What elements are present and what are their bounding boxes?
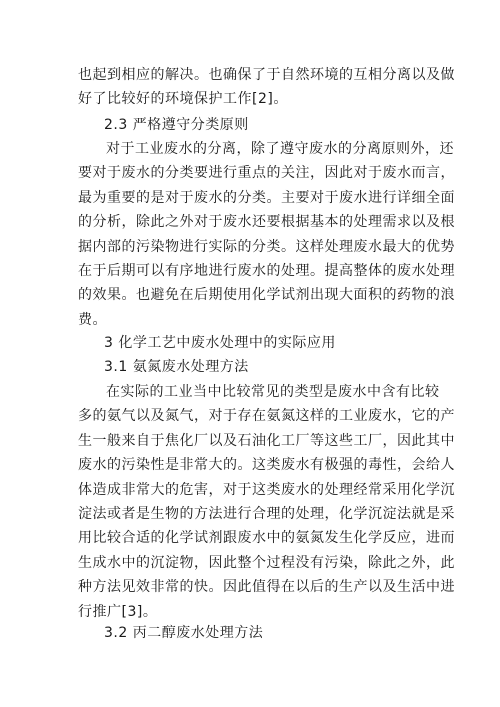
text-line: 在实际的工业当中比较常见的类型是废水中含有比较 — [106, 384, 440, 400]
text-line: 的分析，除此之外对于废水还要根据基本的处理需求以及根 — [78, 214, 455, 231]
text-line: 用比较合适的化学试剂跟废水中的氨氮发生化学反应，进而 — [78, 530, 455, 547]
section-heading-2-3: 2.3 严格遵守分类原则 — [104, 117, 249, 133]
text-line: 要对于废水的分类要进行重点的关注，因此对于废水而言， — [78, 165, 455, 182]
text-line: 也起到相应的解决。也确保了于自然环境的互相分离以及做 — [78, 67, 455, 83]
text-line: 据内部的污染物进行实际的分类。这样处理废水最大的优势 — [78, 238, 455, 255]
text-line: 最为重要的是对于废水的分类。主要对于废水进行详细全面 — [78, 189, 455, 206]
paragraph-3 — [78, 380, 455, 624]
text-line: 淀法或者是生物的方法进行合理的处理，化学沉淀法就是采 — [78, 505, 455, 522]
section-heading-3-2: 3.2 丙二醇废水处理方法 — [104, 625, 264, 641]
section-heading-3: 3 化学工艺中废水处理中的实际应用 — [104, 335, 336, 351]
paragraph-1 — [78, 63, 455, 112]
text-line: 体造成非常大的危害，对于这类废水的处理经常采用化学沉 — [78, 481, 455, 498]
text-line: 好了比较好的环境保护工作[2]。 — [78, 91, 288, 108]
text-line: 在于后期可以有序地进行废水的处理。提高整体的废水处理 — [78, 262, 455, 279]
text-line: 生成水中的沉淀物，因此整个过程没有污染，除此之外，此 — [78, 554, 455, 571]
paragraph-2 — [78, 137, 455, 332]
text-line: 的效果。也避免在后期使用化学试剂出现大面积的药物的浪 — [78, 287, 455, 304]
text-line: 行推广[3]。 — [78, 603, 158, 620]
text-line: 种方法见效非常的快。因此值得在以后的生产以及生活中进 — [78, 579, 455, 596]
text-line: 费。 — [78, 311, 107, 328]
section-heading-3-1: 3.1 氨氮废水处理方法 — [104, 359, 249, 375]
text-line: 对于工业废水的分离，除了遵守废水的分离原则外，还 — [106, 141, 454, 157]
text-line: 废水的污染性是非常大的。这类废水有极强的毒性，会给人 — [78, 457, 455, 474]
text-line: 多的氨气以及氮气，对于存在氨氮这样的工业废水，它的产 — [78, 408, 455, 425]
text-line: 生一般来自于焦化厂以及石油化工厂等这些工厂，因此其中 — [78, 432, 455, 449]
